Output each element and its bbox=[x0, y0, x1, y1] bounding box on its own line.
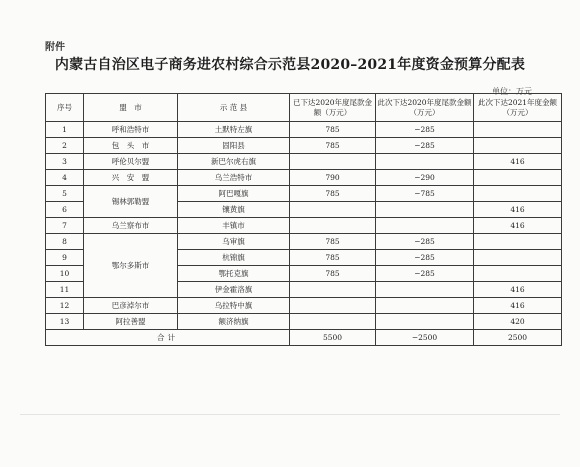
cell-current-2020 bbox=[376, 202, 474, 218]
cell-county: 固阳县 bbox=[178, 138, 290, 154]
attachment-label: 附件 bbox=[45, 42, 65, 53]
cell-current-2021: 416 bbox=[474, 282, 562, 298]
header-current-2020: 此次下达2020年度尾款金额（万元） bbox=[376, 94, 474, 122]
cell-seq: 5 bbox=[46, 186, 84, 202]
cell-issued-2020 bbox=[290, 282, 376, 298]
table-row bbox=[46, 314, 562, 330]
cell-county: 丰镇市 bbox=[178, 218, 290, 234]
cell-county: 土默特左旗 bbox=[178, 122, 290, 138]
cell-issued-2020: 785 bbox=[290, 266, 376, 282]
header-seq: 序号 bbox=[46, 94, 84, 122]
table-row bbox=[46, 154, 562, 170]
cell-issued-2020 bbox=[290, 218, 376, 234]
cell-seq: 1 bbox=[46, 122, 84, 138]
cell-current-2021 bbox=[474, 170, 562, 186]
cell-issued-2020: 785 bbox=[290, 186, 376, 202]
cell-current-2020 bbox=[376, 298, 474, 314]
cell-league: 鄂尔多斯市 bbox=[84, 234, 178, 298]
table-row bbox=[46, 234, 562, 250]
cell-issued-2020: 785 bbox=[290, 138, 376, 154]
cell-current-2020: −285 bbox=[376, 122, 474, 138]
cell-league: 巴彦淖尔市 bbox=[84, 298, 178, 314]
cell-seq: 4 bbox=[46, 170, 84, 186]
cell-current-2020 bbox=[376, 314, 474, 330]
cell-current-2020 bbox=[376, 218, 474, 234]
cell-league: 包 头 市 bbox=[84, 138, 178, 154]
cell-current-2021 bbox=[474, 122, 562, 138]
cell-issued-2020: 785 bbox=[290, 234, 376, 250]
cell-county: 镶黄旗 bbox=[178, 202, 290, 218]
cell-current-2020: −285 bbox=[376, 250, 474, 266]
cell-issued-2020: 790 bbox=[290, 170, 376, 186]
cell-current-2021 bbox=[474, 250, 562, 266]
cell-current-2020: −785 bbox=[376, 186, 474, 202]
cell-league: 呼伦贝尔盟 bbox=[84, 154, 178, 170]
cell-current-2021 bbox=[474, 138, 562, 154]
cell-county: 新巴尔虎右旗 bbox=[178, 154, 290, 170]
cell-county: 乌审旗 bbox=[178, 234, 290, 250]
cell-issued-2020: 785 bbox=[290, 250, 376, 266]
cell-county: 阿巴嘎旗 bbox=[178, 186, 290, 202]
table-row bbox=[46, 138, 562, 154]
table-row bbox=[46, 218, 562, 234]
cell-current-2021 bbox=[474, 186, 562, 202]
cell-current-2021: 416 bbox=[474, 298, 562, 314]
cell-league: 呼和浩特市 bbox=[84, 122, 178, 138]
cell-current-2021 bbox=[474, 234, 562, 250]
header-county: 示 范 县 bbox=[178, 94, 290, 122]
cell-current-2021: 416 bbox=[474, 154, 562, 170]
header-league: 盟 市 bbox=[84, 94, 178, 122]
cell-league: 乌兰察布市 bbox=[84, 218, 178, 234]
table-total-row bbox=[46, 330, 562, 346]
cell-current-2020: −285 bbox=[376, 266, 474, 282]
cell-seq: 9 bbox=[46, 250, 84, 266]
total-current-2020: −2500 bbox=[376, 330, 474, 346]
table-header-row bbox=[46, 94, 562, 122]
cell-current-2020 bbox=[376, 282, 474, 298]
cell-county: 伊金霍洛旗 bbox=[178, 282, 290, 298]
cell-issued-2020: 785 bbox=[290, 122, 376, 138]
document-title: 内蒙古自治区电子商务进农村综合示范县2020–2021年度资金预算分配表 bbox=[54, 57, 526, 73]
cell-seq: 11 bbox=[46, 282, 84, 298]
cell-current-2020: −285 bbox=[376, 234, 474, 250]
cell-county: 额济纳旗 bbox=[178, 314, 290, 330]
cell-seq: 12 bbox=[46, 298, 84, 314]
cell-county: 乌兰浩特市 bbox=[178, 170, 290, 186]
cell-current-2020 bbox=[376, 154, 474, 170]
cell-county: 乌拉特中旗 bbox=[178, 298, 290, 314]
cell-county: 鄂托克旗 bbox=[178, 266, 290, 282]
cell-issued-2020 bbox=[290, 298, 376, 314]
unit-label: 单位：万元 bbox=[492, 87, 532, 96]
cell-seq: 10 bbox=[46, 266, 84, 282]
cell-current-2020: −285 bbox=[376, 138, 474, 154]
cell-current-2021 bbox=[474, 266, 562, 282]
cell-issued-2020 bbox=[290, 314, 376, 330]
cell-seq: 13 bbox=[46, 314, 84, 330]
cell-league: 阿拉善盟 bbox=[84, 314, 178, 330]
cell-seq: 7 bbox=[46, 218, 84, 234]
page-divider bbox=[20, 414, 560, 415]
budget-table bbox=[45, 93, 562, 346]
header-current-2021: 此次下达2021年度金额（万元） bbox=[474, 94, 562, 122]
cell-issued-2020 bbox=[290, 202, 376, 218]
cell-league: 锡林郭勒盟 bbox=[84, 186, 178, 218]
cell-current-2021: 416 bbox=[474, 202, 562, 218]
cell-seq: 8 bbox=[46, 234, 84, 250]
cell-current-2021: 420 bbox=[474, 314, 562, 330]
table-row bbox=[46, 122, 562, 138]
cell-current-2021: 416 bbox=[474, 218, 562, 234]
cell-seq: 2 bbox=[46, 138, 84, 154]
total-current-2021: 2500 bbox=[474, 330, 562, 346]
cell-seq: 6 bbox=[46, 202, 84, 218]
total-issued-2020: 5500 bbox=[290, 330, 376, 346]
table-row bbox=[46, 170, 562, 186]
table-row bbox=[46, 186, 562, 202]
total-label: 合计 bbox=[46, 330, 290, 346]
cell-league: 兴 安 盟 bbox=[84, 170, 178, 186]
header-issued-2020: 已下达2020年度尾款金额（万元） bbox=[290, 94, 376, 122]
cell-seq: 3 bbox=[46, 154, 84, 170]
cell-current-2020: −290 bbox=[376, 170, 474, 186]
cell-county: 杭锦旗 bbox=[178, 250, 290, 266]
cell-issued-2020 bbox=[290, 154, 376, 170]
table-row bbox=[46, 298, 562, 314]
